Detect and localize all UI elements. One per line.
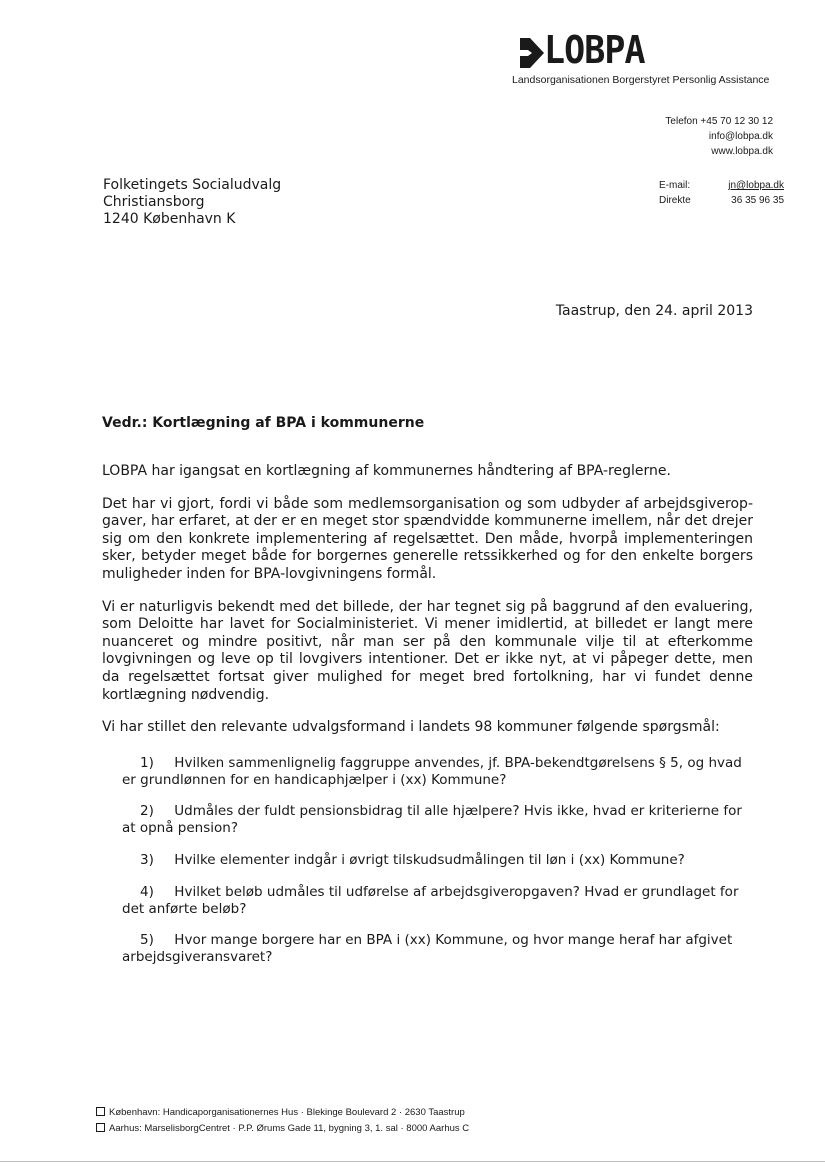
questions-intro: Vi har stillet den relevante udvalgsformand i landets 98 kommuner følgende spørgsmål: (102, 719, 720, 736)
question-text: Hvilket beløb udmåles til udførelse af arbejdsgiveropgaven? Hvad er grundlaget for det anførte beløb? (122, 883, 739, 917)
lobpa-logo (512, 28, 788, 90)
letter-subject: Vedr.: Kortlægning af BPA i kommunerne (102, 415, 425, 431)
contact-block (665, 114, 773, 159)
contact-email: info@lobpa.dk (708, 131, 773, 142)
question-number: 2) (140, 803, 154, 820)
letter-body (102, 463, 753, 981)
question-item (122, 755, 753, 789)
direct-contact-block (659, 178, 784, 208)
logo-tagline: Landsorganisationen Borgerstyret Personlig Assistance (512, 74, 770, 86)
recipient-line: Folketingets Socialudvalg (103, 177, 282, 193)
footer-line: Aarhus: MarselisborgCentret · P.P. Ørums Gade 11, bygning 3, 1. sal · 8000 Aarhus C (109, 1123, 470, 1134)
letter-footer (96, 1105, 469, 1137)
footer-address-aarhus (96, 1121, 469, 1137)
question-text: Hvor mange borgere har en BPA i (xx) Kommune, og hvor mange heraf har afgivet arbejdsgiveransvaret? (122, 932, 733, 966)
logo-arrow-icon (518, 36, 546, 70)
question-item (122, 803, 753, 837)
email-label: E-mail: (659, 180, 691, 191)
question-number: 5) (140, 932, 154, 949)
contact-web: www.lobpa.dk (711, 146, 773, 157)
question-item (122, 884, 753, 918)
footer-address-copenhagen (96, 1105, 469, 1121)
question-text: Hvilke elementer indgår i øvrigt tilskudsudmålingen til løn i (xx) Kommune? (174, 851, 685, 868)
letter-date: Taastrup, den 24. april 2013 (555, 303, 753, 319)
body-paragraph: Det har vi gjort, fordi vi både som medlemsorganisation og som udbyder af arbejdsgiveropgaver, har erfaret, at der er en meget stor spændvidde kommunerne imellem, når det drejer sig om den konkrete implementering af regelsættet. Den måde, hvorpå implementeringen sker, betyder meget både for borgernes generelle retssikkerhed og for den enkelte borgers muligheder inden for BPA-lovgivningens formål. (102, 495, 753, 582)
recipient-line: Christiansborg (103, 194, 205, 210)
email-value: jn@lobpa.dk (728, 180, 784, 191)
questions-list (102, 755, 753, 966)
checkbox-square-icon (96, 1107, 105, 1116)
scan-edge-divider (0, 1161, 825, 1162)
logo-wordmark: LOBPA (544, 28, 645, 72)
direct-label: Direkte (659, 195, 691, 206)
question-item (122, 852, 753, 869)
footer-line: København: Handicaporganisationernes Hus · Blekinge Boulevard 2 · 2630 Taastrup (109, 1107, 465, 1118)
checkbox-square-icon (96, 1123, 105, 1132)
question-text: Hvilken sammenlignelig faggruppe anvendes, jf. BPA-bekendtgørelsens § 5, og hvad er grundlønnen for en handicaphjælper i (xx) Kommune? (122, 754, 742, 788)
recipient-address (103, 177, 281, 228)
question-number: 4) (140, 883, 154, 900)
question-number: 1) (140, 754, 154, 771)
question-number: 3) (140, 851, 154, 868)
body-paragraph: Vi er naturligvis bekendt med det billede, der har tegnet sig på baggrund af den evaluering, som Deloitte har lavet for Socialministeriet. Vi mener imidlertid, at billedet er langt mere nuanceret og mindre positivt, når man ser på den kommunale vilje til at efterkomme lovgivningen og leve op til lovgivers intentioner. Det er ikke nyt, at vi påpeger dette, men da regelsættet fortsat giver mulighed for meget bred fortolkning, har vi fundet denne kortlægning nødvendig. (102, 598, 753, 703)
contact-phone: Telefon +45 70 12 30 12 (665, 116, 773, 127)
recipient-line: 1240 København K (103, 211, 236, 227)
question-text: Udmåles der fuldt pensionsbidrag til alle hjælpere? Hvis ikke, hvad er kriterierne for at opnå pension? (122, 803, 742, 837)
direct-value: 36 35 96 35 (731, 195, 784, 206)
body-paragraph: LOBPA har igangsat en kortlægning af kommunernes håndtering af BPA-reglerne. (102, 463, 671, 479)
question-item (122, 932, 753, 966)
